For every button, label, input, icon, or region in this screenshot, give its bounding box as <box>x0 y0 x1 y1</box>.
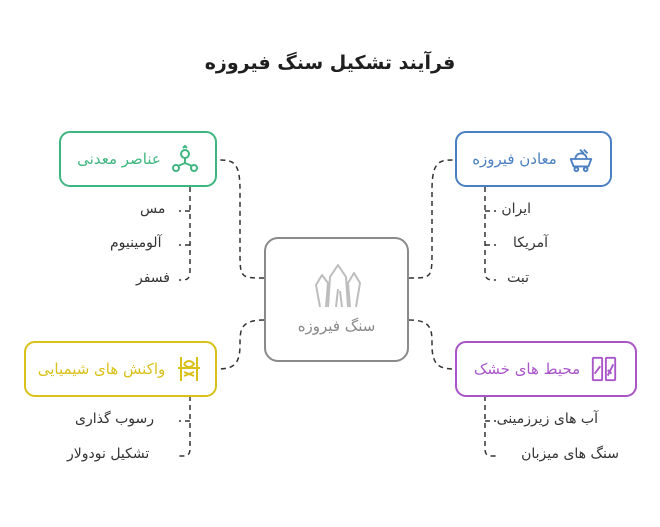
node-label: واکنش های شیمیایی <box>37 360 166 378</box>
leaf-iran: ایران <box>501 201 531 217</box>
node-mineral-elements <box>59 131 217 187</box>
connector-center-dry <box>409 320 455 369</box>
connector-reactions-leaves <box>179 396 190 456</box>
diagram-title: فرآیند تشکیل سنگ فیروزه <box>204 52 456 74</box>
connector-mines-leaves <box>485 187 496 280</box>
leaf-groundwater: آب های زیرزمینی <box>496 411 598 427</box>
node-dry-environments <box>455 341 637 397</box>
node-turquoise-mines <box>455 131 612 187</box>
node-label: محیط های خشک <box>473 360 581 378</box>
node-label: عناصر معدنی <box>77 150 161 168</box>
leaf-tibet: تبت <box>507 270 529 286</box>
connector-center-mines <box>409 160 455 278</box>
leaf-nodular-formation: تشکیل نودولار <box>67 446 150 462</box>
leaf-aluminium: آلومینیوم <box>110 235 162 251</box>
leaf-copper: مس <box>140 201 166 217</box>
molecule-icon <box>171 145 199 173</box>
leaf-america: آمریکا <box>512 235 548 251</box>
node-chemical-reactions <box>24 341 217 397</box>
leaf-host-rocks: سنگ های میزبان <box>521 446 619 462</box>
leaf-sedimentation: رسوب گذاری <box>75 411 154 427</box>
center-label: سنگ فیروزه <box>297 317 376 335</box>
connector-dry-leaves <box>485 396 496 456</box>
center-node <box>264 237 409 362</box>
connector-center-minerals <box>217 160 264 278</box>
crystal-icon <box>312 261 364 311</box>
connector-center-reactions <box>217 320 264 369</box>
leaf-phosphorus: فسفر <box>136 270 170 286</box>
mining-cart-icon <box>567 145 595 173</box>
flask-icon <box>175 355 203 383</box>
connector-minerals-leaves <box>179 187 190 280</box>
node-label: معادن فیروزه <box>472 150 557 168</box>
desert-icon <box>590 355 618 383</box>
